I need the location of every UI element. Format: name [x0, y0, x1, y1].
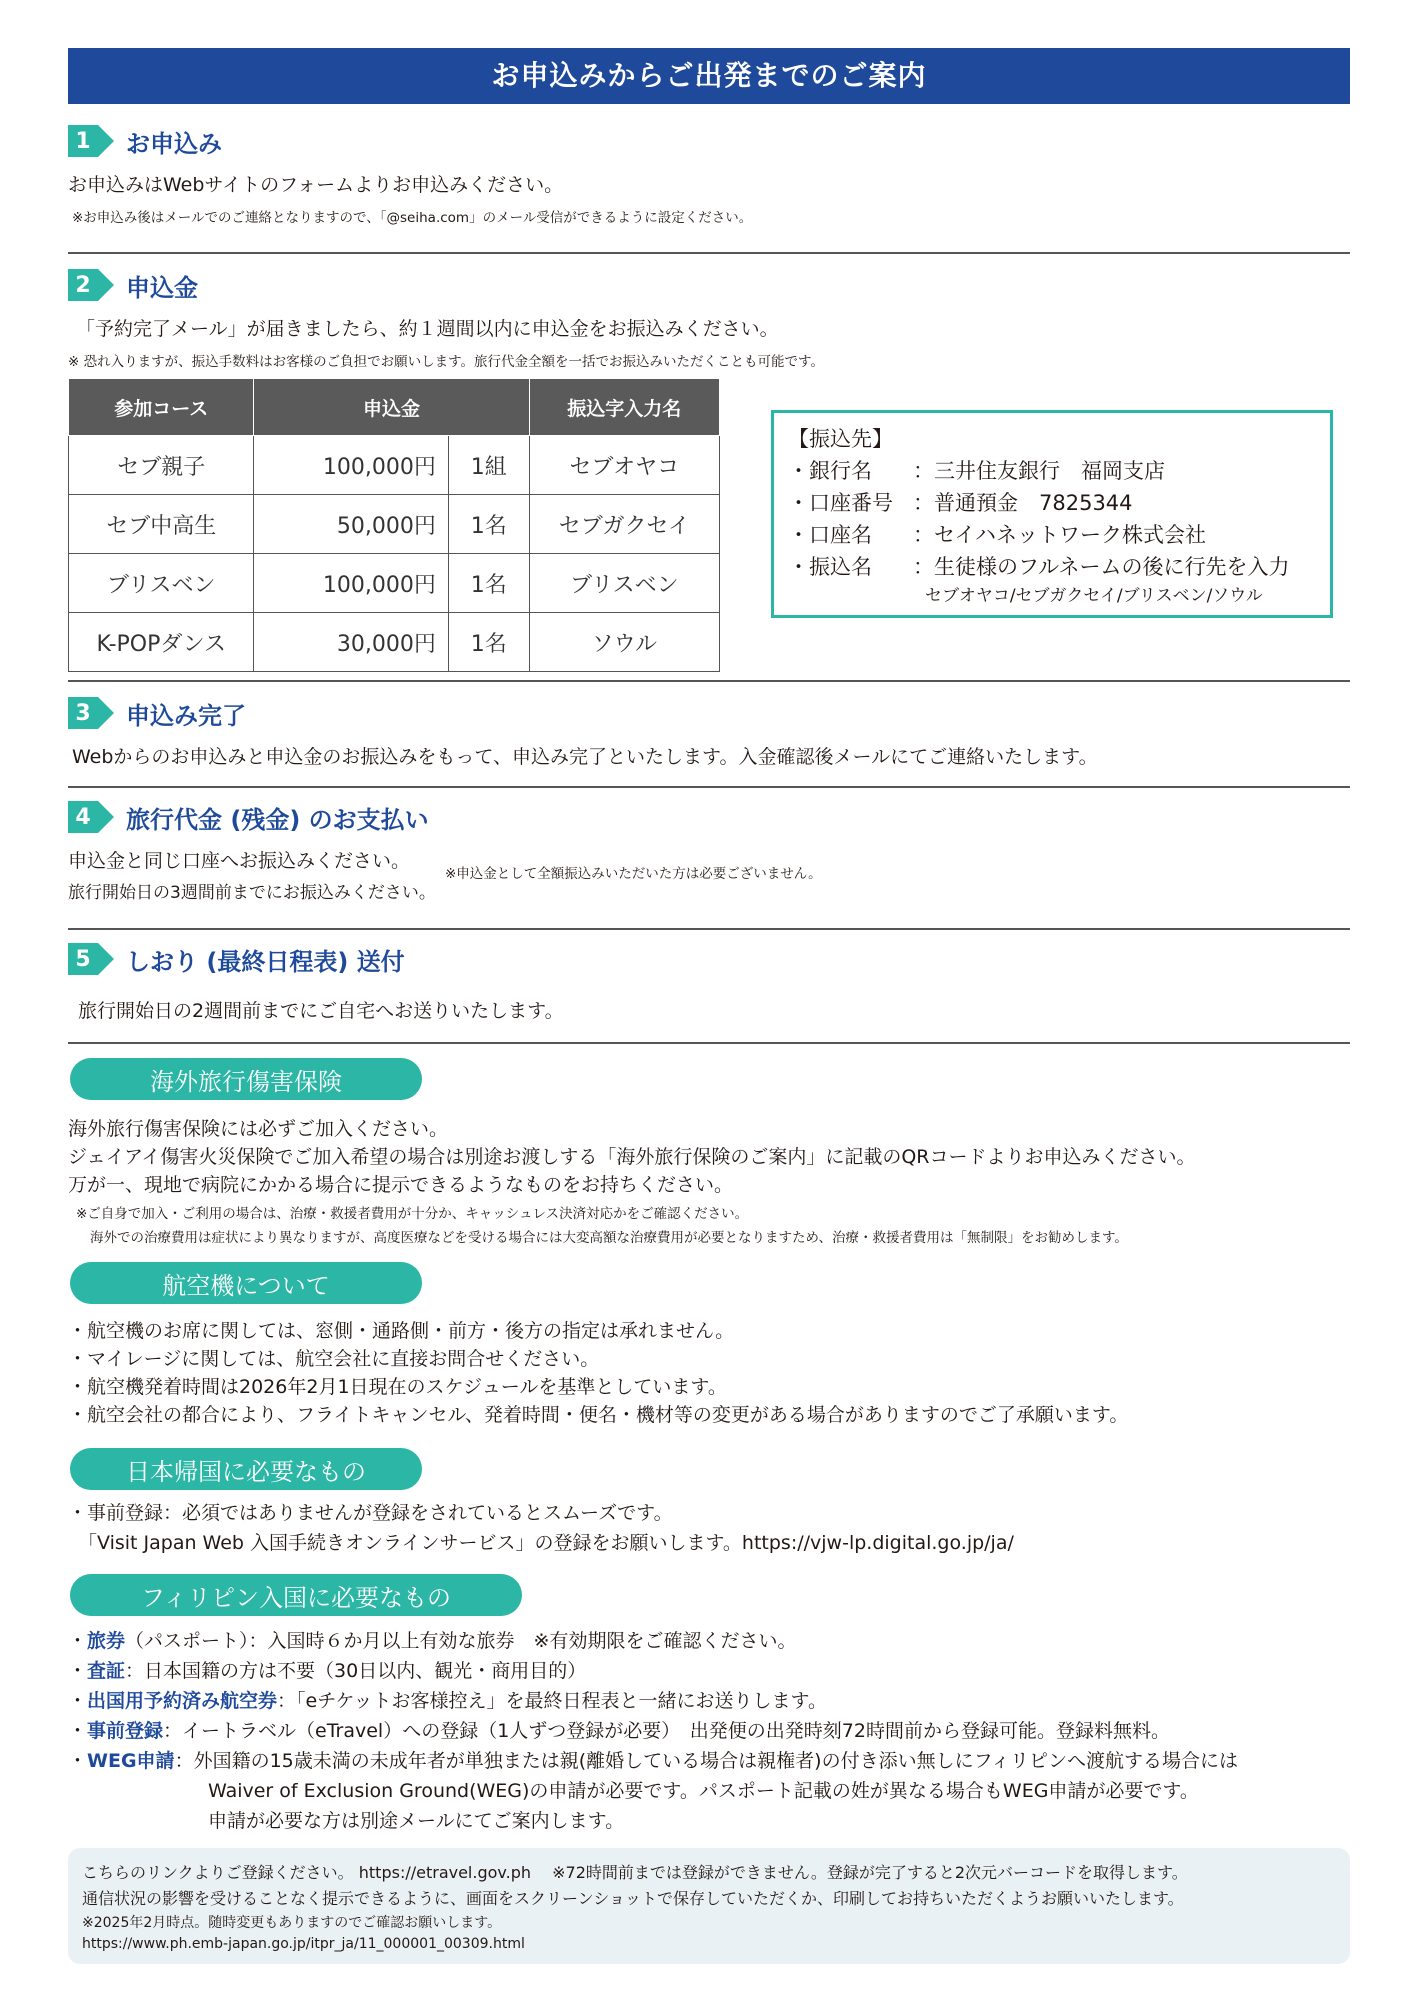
- step-1-heading: [68, 124, 222, 158]
- airline-line: ・マイレージに関しては、航空会社に直接お問合せください。: [68, 1348, 600, 1370]
- step-title: 申込み完了: [126, 701, 246, 730]
- course-cell: K-POPダンス: [69, 613, 254, 672]
- step-2-note: ※ 恐れ入りますが、振込手数料はお客様のご負担でお願いします。旅行代金全額を一括でお振込みいただくことも可能です。: [68, 354, 824, 370]
- step-number: 4: [68, 801, 98, 833]
- arrow-icon: [98, 269, 114, 301]
- arrow-icon: [98, 943, 114, 975]
- unit-cell: 1組: [448, 436, 529, 495]
- step-4-heading: [68, 800, 429, 834]
- step-number: 5: [68, 943, 98, 975]
- insurance-line: ジェイアイ傷害火災保険でご加入希望の場合は別途お渡しする「海外旅行保険のご案内」に記載のQRコードよりお申込みください。: [68, 1146, 1196, 1168]
- japan-return-line: 「Visit Japan Web 入国手続きオンラインサービス」の登録をお願いします。https://vjw-lp.digital.go.jp/ja/: [78, 1532, 1014, 1554]
- table-row: [69, 613, 720, 672]
- etravel-notice-box: [68, 1848, 1350, 1964]
- item-text: ：「eチケットお客様控え」を最終日程表と一緒にお送りします。: [277, 1690, 827, 1712]
- course-cell: ブリスベン: [69, 554, 254, 613]
- bank-key: ・口座名: [788, 523, 872, 547]
- philippines-item: [68, 1626, 796, 1653]
- divider: [68, 680, 1350, 682]
- bank-value: ：生徒様のフルネームの後に行先を入力: [913, 555, 1290, 579]
- bank-title: 【振込先】: [788, 427, 893, 451]
- fee-cell: 100,000円: [254, 554, 448, 613]
- table-row: [69, 554, 720, 613]
- divider: [68, 252, 1350, 254]
- divider: [68, 786, 1350, 788]
- item-text: （パスポート）：入国時６か月以上有効な旅券 ※有効期限をご確認ください。: [125, 1630, 797, 1652]
- philippines-item: [68, 1686, 827, 1713]
- column-header: 参加コース: [69, 379, 254, 436]
- bank-key: ・振込名: [788, 555, 872, 579]
- step-number: 1: [68, 125, 98, 157]
- airline-label: 航空機について: [70, 1262, 422, 1304]
- bank-value: ：セイハネットワーク株式会社: [913, 523, 1206, 547]
- weg-continuation: Waiver of Exclusion Ground(WEG)の申請が必要です。パスポート記載の姓が異なる場合もWEG申請が必要です。: [208, 1780, 1199, 1802]
- bullet: ・: [68, 1660, 88, 1682]
- airline-line: ・航空機発着時間は2026年2月1日現在のスケジュールを基準としています。: [68, 1376, 727, 1398]
- notice-line: ※2025年2月時点。随時変更もありますのでご確認お願いします。: [82, 1915, 502, 1931]
- insurance-note: ※ご自身で加入・ご利用の場合は、治療・救援者費用が十分か、キャッシュレス決済対応かをご確認ください。: [76, 1206, 749, 1222]
- step-number: 2: [68, 269, 98, 301]
- bullet: ・: [68, 1630, 88, 1652]
- embassy-link[interactable]: https://www.ph.emb-japan.go.jp/itpr_ja/11_000001_00309.html: [82, 1936, 525, 1952]
- item-key: 出国用予約済み航空券: [87, 1690, 278, 1712]
- bank-sub-note: セブオヤコ/セブガクセイ/ブリスベン/ソウル: [925, 586, 1263, 606]
- bullet: ・: [68, 1690, 88, 1712]
- item-text: ：日本国籍の方は不要（30日以内、観光・商用目的）: [125, 1660, 587, 1682]
- item-key: 旅券: [87, 1630, 126, 1652]
- step-5-text: 旅行開始日の2週間前までにご自宅へお送りいたします。: [78, 1000, 564, 1022]
- step-2-heading: [68, 268, 198, 302]
- insurance-label: 海外旅行傷害保険: [70, 1058, 422, 1100]
- unit-cell: 1名: [448, 554, 529, 613]
- unit-cell: 1名: [448, 495, 529, 554]
- step-number: 3: [68, 697, 98, 729]
- airline-line: ・航空会社の都合により、フライトキャンセル、発着時間・便名・機材等の変更がある場合がありますのでご了承願います。: [68, 1404, 1129, 1426]
- transfer-name-cell: セブオヤコ: [529, 436, 719, 495]
- step-title: しおり (最終日程表) 送付: [126, 947, 405, 976]
- step-3-text: Webからのお申込みと申込金のお振込みをもって、申込み完了といたします。入金確認後メールにてご連絡いたします。: [72, 746, 1098, 768]
- philippines-item: [68, 1716, 1170, 1743]
- step-title: 旅行代金 (残金) のお支払い: [126, 805, 429, 834]
- philippines-label: フィリピン入国に必要なもの: [70, 1574, 522, 1616]
- insurance-line: 万が一、現地で病院にかかる場合に提示できるようなものをお持ちください。: [68, 1174, 734, 1196]
- airline-line: ・航空機のお席に関しては、窓側・通路側・前方・後方の指定は承れません。: [68, 1320, 735, 1342]
- unit-cell: 1名: [448, 613, 529, 672]
- column-header: 申込金: [254, 379, 529, 436]
- japan-return-line: ・事前登録：必須ではありませんが登録をされているとスムーズです。: [68, 1502, 673, 1524]
- page-title: お申込みからご出発までのご案内: [68, 48, 1350, 104]
- fee-cell: 50,000円: [254, 495, 448, 554]
- fee-table: [68, 378, 720, 672]
- table-row: [69, 495, 720, 554]
- fee-cell: 100,000円: [254, 436, 448, 495]
- bank-key: ・銀行名: [788, 459, 872, 483]
- column-header: 振込字入力名: [529, 379, 719, 436]
- step-4-text: 申込金と同じ口座へお振込みください。: [68, 850, 411, 872]
- step-title: 申込金: [126, 273, 198, 302]
- arrow-icon: [98, 697, 114, 729]
- weg-continuation: 申請が必要な方は別途メールにてご案内します。: [208, 1810, 625, 1832]
- step-2-text: 「予約完了メール」が届きましたら、約１週間以内に申込金をお振込みください。: [76, 318, 779, 340]
- item-key: 事前登録: [87, 1720, 164, 1742]
- notice-line: こちらのリンクよりご登録ください。 https://etravel.gov.ph ※72時間前までは登録ができません。登録が完了すると2次元バーコードを取得します。: [82, 1863, 1188, 1882]
- divider: [68, 928, 1350, 930]
- step-3-heading: [68, 696, 246, 730]
- bank-key: ・口座番号: [788, 491, 893, 515]
- step-title: お申込み: [126, 129, 222, 158]
- course-cell: セブ親子: [69, 436, 254, 495]
- notice-line: 通信状況の影響を受けることなく提示できるように、画面をスクリーンショットで保存していただくか、印刷してお持ちいただくようお願いいたします。: [82, 1889, 1184, 1908]
- fee-cell: 30,000円: [254, 613, 448, 672]
- bank-value: ：普通預金 7825344: [913, 491, 1133, 515]
- bank-value: ：三井住友銀行 福岡支店: [913, 459, 1165, 483]
- step-1-note: ※お申込み後はメールでのご連絡となりますので、「@seiha.com」のメール受信ができるように設定ください。: [72, 210, 753, 226]
- table-row: [69, 436, 720, 495]
- step-4-note: ※申込金として全額振込みいただいた方は必要ございません。: [445, 866, 822, 882]
- transfer-name-cell: ソウル: [529, 613, 719, 672]
- item-text: ：イートラベル（eTravel）への登録（1人ずつ登録が必要） 出発便の出発時刻72時間前から登録可能。登録料無料。: [163, 1720, 1170, 1742]
- transfer-name-cell: ブリスベン: [529, 554, 719, 613]
- philippines-item: [68, 1656, 586, 1683]
- bullet: ・: [68, 1750, 88, 1772]
- arrow-icon: [98, 125, 114, 157]
- item-key: WEG申請: [87, 1750, 175, 1772]
- item-text: ：外国籍の15歳未満の未成年者が単独または親(離婚している場合は親権者)の付き添い無しにフィリピンへ渡航する場合には: [174, 1750, 1239, 1772]
- japan-return-label: 日本帰国に必要なもの: [70, 1448, 422, 1490]
- bullet: ・: [68, 1720, 88, 1742]
- philippines-item: [68, 1746, 1238, 1773]
- course-cell: セブ中高生: [69, 495, 254, 554]
- bank-info-box: [771, 410, 1333, 618]
- insurance-note: 海外での治療費用は症状により異なりますが、高度医療などを受ける場合には大変高額な治療費用が必要となりますため、治療・救援者費用は「無制限」をお勧めします。: [90, 1230, 1128, 1246]
- item-key: 査証: [87, 1660, 126, 1682]
- insurance-line: 海外旅行傷害保険には必ずご加入ください。: [68, 1118, 449, 1140]
- divider: [68, 1042, 1350, 1044]
- transfer-name-cell: セブガクセイ: [529, 495, 719, 554]
- step-4-deadline: 旅行開始日の3週間前までにお振込みください。: [68, 883, 436, 903]
- step-5-heading: [68, 942, 405, 976]
- arrow-icon: [98, 801, 114, 833]
- step-1-text: お申込みはWebサイトのフォームよりお申込みください。: [68, 174, 564, 196]
